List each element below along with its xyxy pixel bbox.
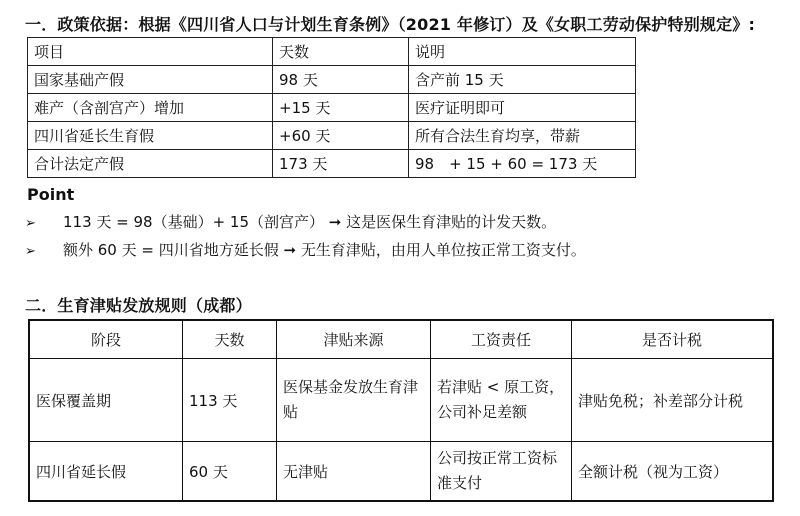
table-row <box>28 94 636 122</box>
table-cell: 四川省延长假 <box>29 442 183 502</box>
bullet-text: 113 天 = 98（基础）+ 15（剖宫产） ➞ 这是医保生育津贴的计发天数。 <box>63 213 557 231</box>
table-cell: 医保基金发放生育津贴 <box>277 359 431 442</box>
point-title: Point <box>27 185 75 204</box>
table-cell: 173 天 <box>273 150 409 178</box>
allowance-rules-table <box>28 319 774 502</box>
header-cell: 天数 <box>183 320 277 359</box>
bullet-text: 额外 60 天 = 四川省地方延长假 ➞ 无生育津贴，由用人单位按正常工资支付。 <box>63 241 586 259</box>
maternity-leave-table <box>27 37 636 178</box>
table-cell: 难产（含剖宫产）增加 <box>28 94 273 122</box>
table-cell: 所有合法生育均享，带薪 <box>409 122 636 150</box>
arrow-bullet-icon: ➢ <box>25 244 36 259</box>
table-row <box>29 442 773 502</box>
table-cell: 津贴免税；补差部分计税 <box>572 359 774 442</box>
list-item <box>25 211 556 232</box>
arrow-bullet-icon: ➢ <box>25 216 36 231</box>
header-cell: 项目 <box>28 38 273 66</box>
table-cell: 113 天 <box>183 359 277 442</box>
table-cell: 公司按正常工资标准支付 <box>431 442 572 502</box>
table-cell: 98 天 <box>273 66 409 94</box>
table-cell: 含产前 15 天 <box>409 66 636 94</box>
table-cell: 合计法定产假 <box>28 150 273 178</box>
table-cell: 若津贴 < 原工资，公司补足差额 <box>431 359 572 442</box>
table-cell: 医保覆盖期 <box>29 359 183 442</box>
table-cell: 60 天 <box>183 442 277 502</box>
table-cell: 国家基础产假 <box>28 66 273 94</box>
table-row <box>29 359 773 442</box>
section2-heading: 二．生育津贴发放规则（成都） <box>25 296 252 315</box>
header-cell: 说明 <box>409 38 636 66</box>
table-row <box>28 150 636 178</box>
header-cell: 津贴来源 <box>277 320 431 359</box>
header-cell: 是否计税 <box>572 320 774 359</box>
table-header-row <box>29 320 773 359</box>
table-cell: 无津贴 <box>277 442 431 502</box>
list-item <box>25 239 586 260</box>
table-row <box>28 66 636 94</box>
table-cell: 四川省延长生育假 <box>28 122 273 150</box>
header-cell: 工资责任 <box>431 320 572 359</box>
table-cell: +60 天 <box>273 122 409 150</box>
table-cell: +15 天 <box>273 94 409 122</box>
section1-heading: 一．政策依据：根据《四川省人口与计划生育条例》（2021 年修订）及《女职工劳动保护特别规定》: <box>25 15 756 34</box>
table-row <box>28 122 636 150</box>
header-cell: 天数 <box>273 38 409 66</box>
header-cell: 阶段 <box>29 320 183 359</box>
table-cell: 98 + 15 + 60 = 173 天 <box>409 150 636 178</box>
table-header-row <box>28 38 636 66</box>
table-cell: 全额计税（视为工资） <box>572 442 774 502</box>
table-cell: 医疗证明即可 <box>409 94 636 122</box>
